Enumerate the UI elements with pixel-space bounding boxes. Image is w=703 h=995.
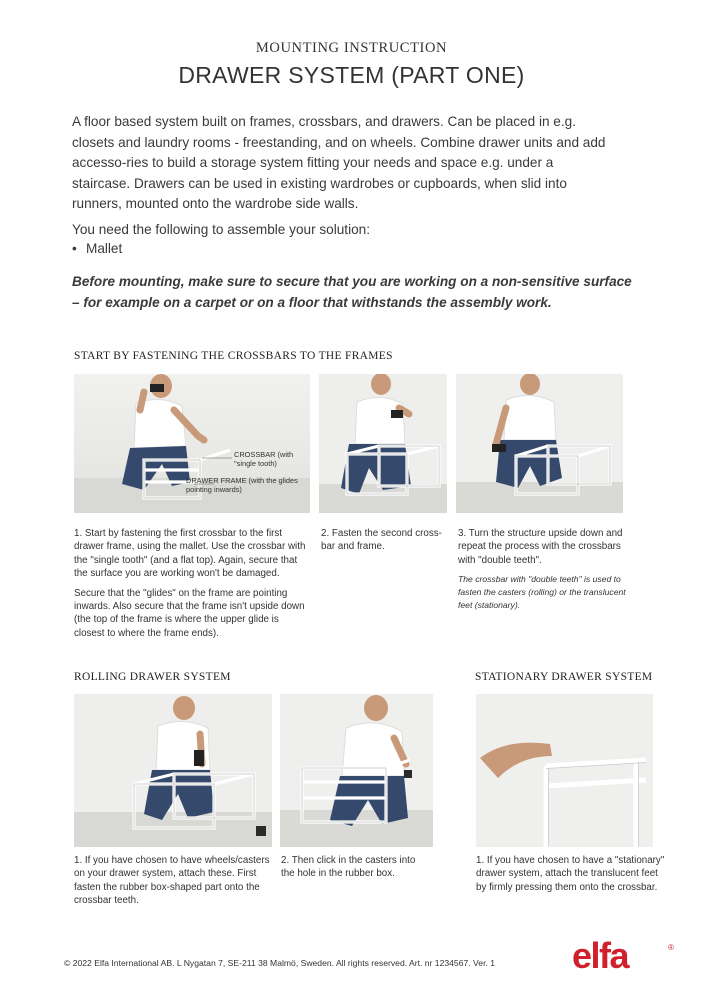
caption-step2-p1: 2. Fasten the second cross-bar and frame.: [321, 528, 442, 553]
caption-stationary-step1: [476, 854, 666, 900]
section-heading-rolling: ROLLING DRAWER SYSTEM: [74, 671, 231, 683]
caption-step1: [74, 527, 306, 646]
photo-step2-second-crossbar: [319, 374, 447, 513]
document-title: DRAWER SYSTEM (PART ONE): [178, 62, 525, 88]
tools-needed-label: You need the following to assemble your solution:: [72, 222, 370, 237]
caption-step1-p1: 1. Start by fastening the first crossbar to the first drawer frame, using the mallet. Use the crossbar with the "single tooth" (and a flat top). Again, secure that the surface you are working won't be damaged.: [74, 528, 306, 580]
intro-paragraph: A floor based system built on frames, crossbars, and drawers. Can be placed in e.g. closets and laundry rooms - freestanding, and on wheels. Combine drawer units and add accesso-ries to build a storage system fitting your needs and space e.g. under a staircase. Drawers can be used in existing wardrobes or cupboards, when slid into runners, mounted onto the wardrobe side walls.: [72, 114, 606, 211]
caption-stationary-step1-text: 1. If you have chosen to have a "stationary" drawer system, attach the translucent feet by firmly pressing them onto the crossbar.: [476, 855, 665, 893]
section-heading-crossbars: START BY FASTENING THE CROSSBARS TO THE FRAMES: [74, 350, 393, 362]
photo-rolling-step2: [280, 694, 433, 847]
caption-rolling-step1: [74, 854, 270, 914]
safety-warning: Before mounting, make sure to secure that you are working on a non-sensitive surface – for example on a carpet or on a floor that withstands the assembly work.: [72, 274, 632, 310]
section-heading-stationary: STATIONARY DRAWER SYSTEM: [475, 671, 653, 683]
caption-step3-p1: 3. Turn the structure upside down and repeat the process with the crossbars with "double teeth".: [458, 528, 623, 566]
caption-step3-note: The crossbar with "double teeth" is used to fasten the casters (rolling) or the translucent feet (stationary).: [458, 574, 626, 610]
caption-step1-p2: Secure that the "glides" on the frame are pointing inwards. Also secure that the frame isn't upside down (the top of the frame is where the upper glide is closest to where the frame ends).: [74, 587, 305, 639]
caption-rolling-step2-text: 2. Then click in the casters into the hole in the rubber box.: [281, 855, 416, 880]
logo-registered-mark: ®: [668, 943, 674, 952]
document-kicker: MOUNTING INSTRUCTION: [255, 40, 448, 56]
caption-rolling-step1-text: 1. If you have chosen to have wheels/casters on your drawer system, attach these. First fasten the rubber box-shaped part onto the crossbar teeth.: [74, 855, 270, 907]
caption-step3: [458, 527, 630, 618]
logo-wordmark: elfa: [572, 935, 629, 974]
tool-item: Mallet: [86, 241, 123, 256]
tools-list: [72, 239, 122, 260]
caption-step2: [321, 527, 443, 560]
elfa-logo: [570, 934, 680, 974]
bullet-icon: •: [72, 241, 77, 256]
callout-drawer-frame: DRAWER FRAME (with the glides pointing inwards): [186, 476, 298, 494]
photo-rolling-step1: [74, 694, 272, 847]
caption-rolling-step2: [281, 854, 431, 887]
photo-stationary-step1: [476, 694, 653, 847]
photo-step3-double-teeth: [456, 374, 623, 513]
callout-crossbar: CROSSBAR (with "single tooth): [234, 450, 294, 468]
footer-copyright: © 2022 Elfa International AB. L Nygatan 7, SE-211 38 Malmö, Sweden. All rights reserved. Art. nr 1234567. Ver. 1: [64, 958, 496, 968]
